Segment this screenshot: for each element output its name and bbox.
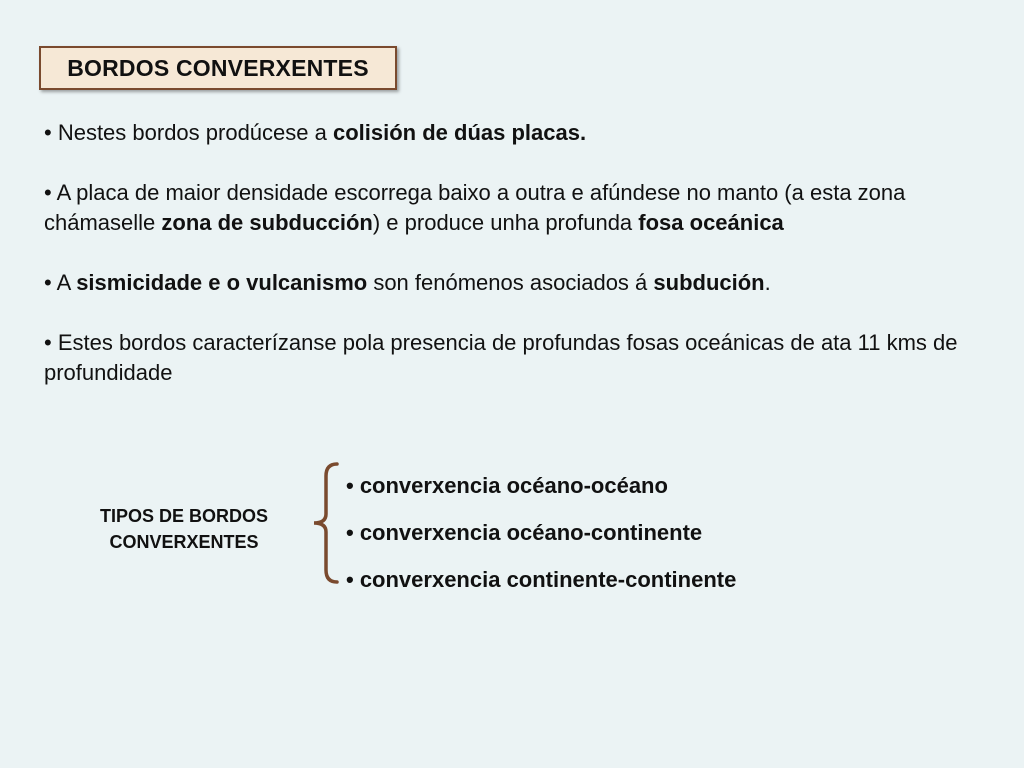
slide-title: BORDOS CONVERXENTES [67,54,369,81]
bullet-text: son fenómenos asociados á [367,270,654,295]
bullet-list [44,118,964,388]
bullet-text: • Nestes bordos prodúcese a [44,120,333,145]
type-ocean-ocean: • converxencia océano-océano [346,473,668,498]
types-list [346,462,736,603]
types-label-line2: CONVERXENTES [109,532,259,552]
types-label [64,503,304,555]
bullet-text: • A [44,270,77,295]
bullet-text: • Estes bordos caracterízanse pola presencia de profundas fosas oceánicas de ata 11 kms de profundidade [44,330,958,385]
bullet-bold-text: subdución [653,270,765,295]
slide-title-box [39,46,397,90]
curly-brace-icon [306,460,342,586]
bullet-bold-text: colisión de dúas placas. [332,120,587,145]
bullet-text: . [764,270,771,295]
type-continent-continent: • converxencia continente-continente [346,567,737,592]
bullet-text: ) e produce unha profunda [372,210,639,235]
bullet-bold-text: sismicidade e o vulcanismo [76,270,368,295]
type-ocean-continent: • converxencia océano-continente [346,520,703,545]
bullet-bold-text: zona de subducción [161,210,373,235]
bullet-collision [44,118,964,148]
types-label-line1: TIPOS DE BORDOS [99,506,269,526]
bullet-trenches [44,328,964,388]
bullet-seismicity [44,268,964,298]
bullet-text: • A placa de maior densidade escorrega baixo a outra e afúndese no manto (a esta zona chámaselle [44,180,906,235]
bullet-bold-text: fosa oceánica [638,210,784,235]
bullet-subduction [44,178,964,238]
